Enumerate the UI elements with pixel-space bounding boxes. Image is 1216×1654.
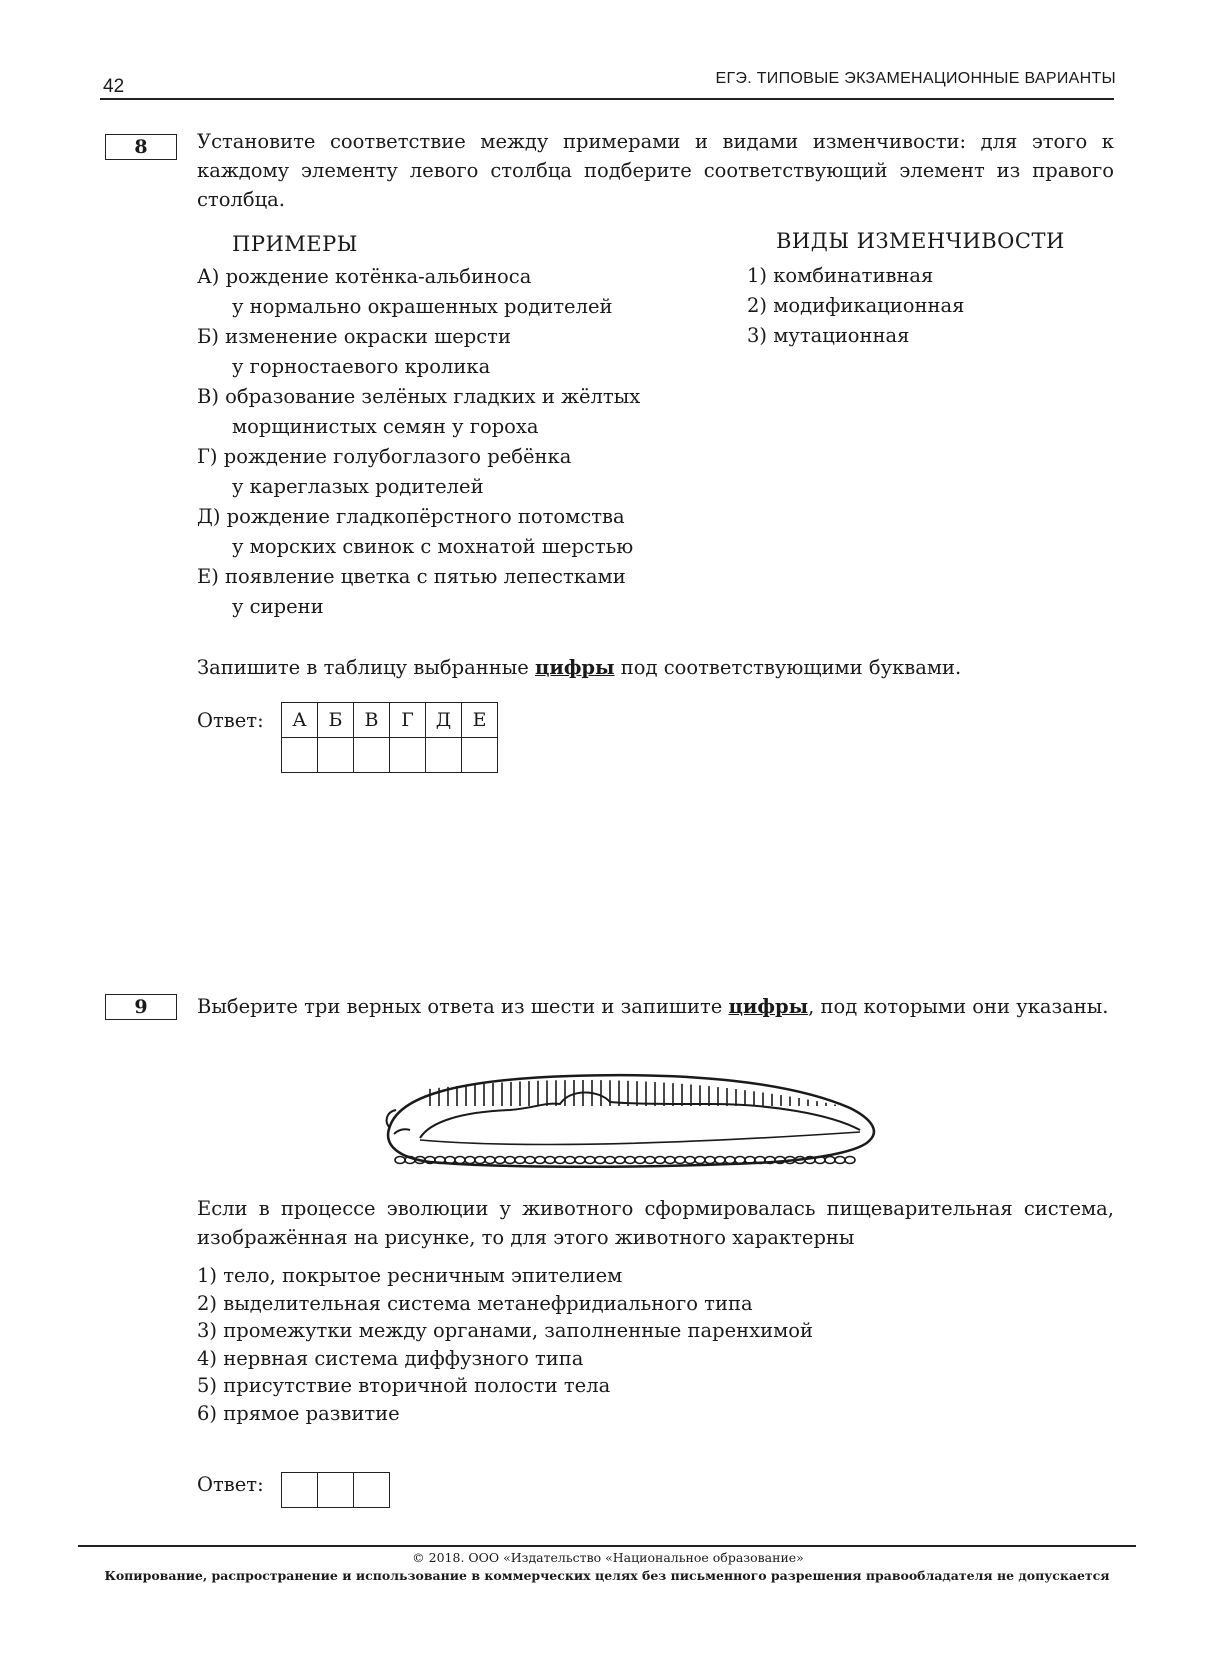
earthworm-digestive-system-figure — [370, 1068, 890, 1176]
running-title: ЕГЭ. ТИПОВЫЕ ЭКЗАМЕНАЦИОННЫЕ ВАРИАНТЫ — [715, 70, 1116, 87]
footer-notice: Копирование, распространение и использование в коммерческих целях без письменного разрешения правообладателя не допускается — [104, 1568, 1110, 1583]
example-d-line1: Д) рождение гладкопёрстного потомства — [197, 505, 625, 528]
example-b-line2: у горностаевого кролика — [232, 355, 491, 378]
answer-cell-a[interactable] — [282, 738, 318, 773]
ventral-segment — [735, 1157, 745, 1164]
ventral-segment — [825, 1157, 835, 1164]
example-item-e — [197, 562, 717, 622]
task-8-answer-table — [281, 702, 498, 773]
answer-cell-1[interactable] — [282, 1473, 318, 1508]
option-item: 2) выделительная система метанефридиального типа — [197, 1291, 753, 1315]
ventral-segment — [665, 1157, 675, 1164]
option-item: 3) промежутки между органами, заполненные паренхимой — [197, 1319, 814, 1342]
footer-divider — [78, 1545, 1136, 1547]
ventral-segment — [485, 1157, 495, 1164]
ventral-segment — [455, 1157, 465, 1164]
option-item: 6) прямое развитие — [197, 1401, 400, 1425]
example-v-line1: В) образование зелёных гладких и жёлтых — [197, 385, 641, 408]
ventral-segment — [625, 1157, 635, 1164]
answer-cell-v[interactable] — [354, 738, 390, 773]
answer-letter-a: А — [282, 703, 318, 738]
instruction-text: Запишите в таблицу выбранные — [197, 656, 535, 679]
answer-letter-b: Б — [318, 703, 354, 738]
ventral-segment — [655, 1157, 665, 1164]
example-item-v — [197, 382, 717, 442]
ventral-segment — [505, 1157, 515, 1164]
task-9-question: Если в процессе эволюции у животного сформировалась пищеварительная система, изображённая на рисунке, то для этого животного характерны — [197, 1197, 1114, 1249]
header-divider — [100, 98, 1114, 100]
ventral-segment — [705, 1157, 715, 1164]
example-item-d — [197, 502, 717, 562]
task-9-options-list — [197, 1262, 997, 1427]
example-item-a — [197, 262, 717, 322]
answer-letter-d: Д — [426, 703, 462, 738]
variation-types-list — [747, 261, 1107, 351]
task-9-prompt — [197, 992, 1114, 1021]
variation-type-item: 3) мутационная — [747, 324, 910, 347]
example-g-line2: у кареглазых родителей — [232, 475, 484, 498]
example-a-line2: у нормально окрашенных родителей — [232, 295, 613, 318]
ventral-segment — [645, 1157, 655, 1164]
ventral-segment — [555, 1157, 565, 1164]
ventral-segment — [605, 1157, 615, 1164]
task-9-prompt-emphasis: цифры — [728, 995, 809, 1018]
ventral-segment — [525, 1157, 535, 1164]
ventral-segment — [395, 1157, 405, 1164]
ventral-segment — [475, 1157, 485, 1164]
ventral-segment — [515, 1157, 525, 1164]
ventral-segment — [575, 1157, 585, 1164]
ventral-segment — [565, 1157, 575, 1164]
ventral-segment — [835, 1157, 845, 1164]
task-9-prompt-text-end: , под которыми они указаны. — [808, 995, 1109, 1018]
example-b-line1: Б) изменение окраски шерсти — [197, 325, 511, 348]
variation-type-item: 1) комбинативная — [747, 264, 934, 287]
example-e-line2: у сирени — [232, 595, 324, 618]
variation-type-item: 2) модификационная — [747, 294, 965, 317]
answer-cell-e[interactable] — [462, 738, 498, 773]
ventral-segment — [545, 1157, 555, 1164]
page-number: 42 — [103, 76, 125, 97]
answer-cell-g[interactable] — [390, 738, 426, 773]
ventral-segment — [585, 1157, 595, 1164]
ventral-segment — [695, 1157, 705, 1164]
examples-column-header: ПРИМЕРЫ — [232, 232, 358, 256]
option-item: 1) тело, покрытое ресничным эпителием — [197, 1264, 623, 1287]
answer-cell-3[interactable] — [354, 1473, 390, 1508]
answer-letter-e: Е — [462, 703, 498, 738]
task-9-prompt-text: Выберите три верных ответа из шести и запишите — [197, 995, 729, 1018]
instruction-text-end: под соответствующими буквами. — [614, 656, 962, 679]
answer-letter-v: В — [354, 703, 390, 738]
example-g-line1: Г) рождение голубоглазого ребёнка — [197, 445, 572, 468]
task-8-number-box: 8 — [105, 134, 177, 160]
ventral-segment — [615, 1157, 625, 1164]
option-item: 5) присутствие вторичной полости тела — [197, 1374, 611, 1397]
example-e-line1: Е) появление цветка с пятью лепестками — [197, 565, 626, 588]
answer-cell-2[interactable] — [318, 1473, 354, 1508]
example-v-line2: морщинистых семян у гороха — [232, 415, 539, 438]
task-9-answer-label: Ответ: — [197, 1473, 264, 1496]
answer-cell-d[interactable] — [426, 738, 462, 773]
answer-letter-g: Г — [390, 703, 426, 738]
ventral-segment — [675, 1157, 685, 1164]
task-9-answer-table — [281, 1472, 390, 1508]
example-a-line1: А) рождение котёнка-альбиноса — [197, 265, 532, 288]
ventral-segment — [535, 1157, 545, 1164]
example-item-g — [197, 442, 717, 502]
option-item: 4) нервная система диффузного типа — [197, 1346, 584, 1370]
instruction-emphasis: цифры — [534, 656, 615, 679]
variation-types-column-header: ВИДЫ ИЗМЕНЧИВОСТИ — [776, 229, 1065, 253]
ventral-segment — [465, 1157, 475, 1164]
ventral-segment — [495, 1157, 505, 1164]
ventral-segment — [635, 1157, 645, 1164]
answer-cell-b[interactable] — [318, 738, 354, 773]
example-item-b — [197, 322, 717, 382]
example-d-line2: у морских свинок с мохнатой шерстью — [232, 535, 634, 558]
ventral-segment — [845, 1157, 855, 1164]
ventral-segment — [595, 1157, 605, 1164]
task-9-number-box: 9 — [105, 994, 177, 1020]
task-8-answer-label: Ответ: — [197, 709, 264, 732]
task-8-instruction — [197, 653, 961, 682]
footer-copyright: © 2018. ООО «Издательство «Национальное образование» — [412, 1550, 804, 1565]
task-8-prompt: Установите соответствие между примерами и видами изменчивости: для этого к каждому элементу левого столбца подберите соответствующий элемент из правого столбца. — [197, 130, 1114, 211]
ventral-segment — [725, 1157, 735, 1164]
ventral-segment — [685, 1157, 695, 1164]
ventral-segment — [715, 1157, 725, 1164]
examples-list — [197, 262, 717, 622]
